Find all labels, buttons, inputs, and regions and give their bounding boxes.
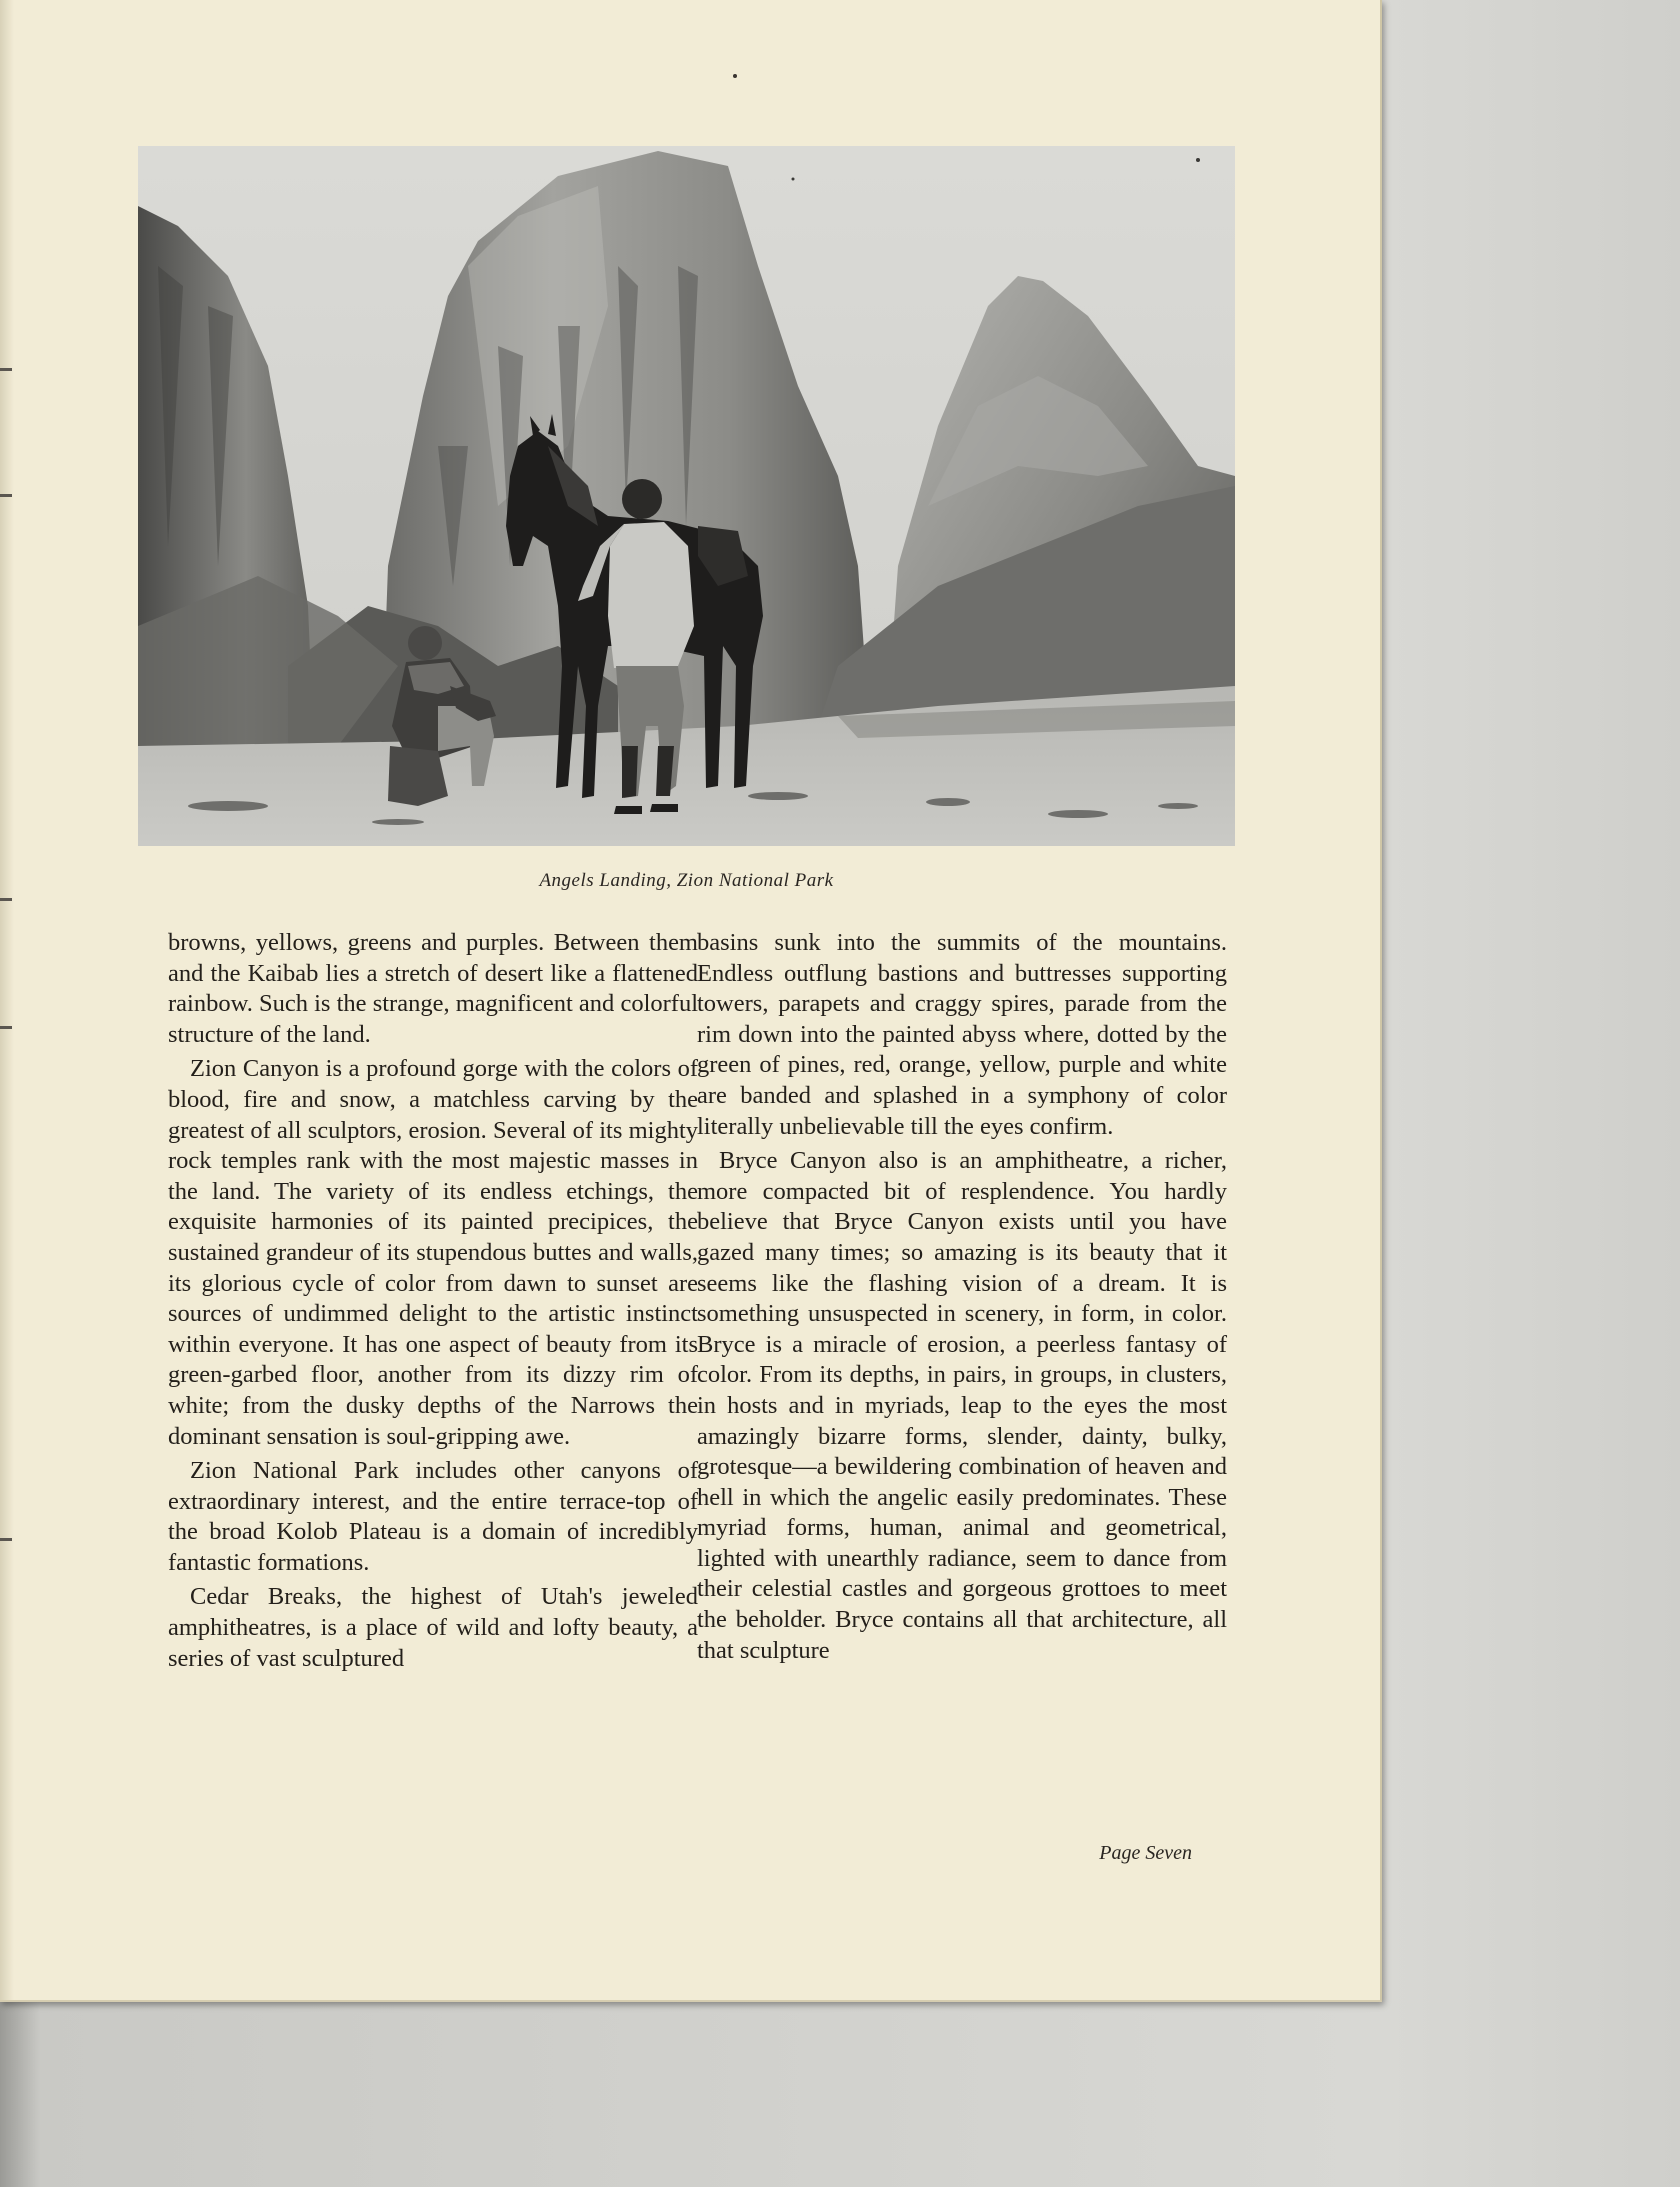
paragraph: basins sunk into the summits of the mountains. Endless outflung bastions and buttresses supporting towers, parapets and craggy spires, parade from the rim down into the painted abyss where, dotted by the green of pines, red, orange, yellow, purple and white are banded and splashed in a symphony of color literally unbelievable till the eyes confirm. xyxy=(697,929,1227,1140)
binding-staple xyxy=(0,368,12,371)
text-column-right xyxy=(697,928,1227,1666)
paragraph: browns, yellows, greens and purples. Between them and the Kaibab lies a stretch of desert like a flattened rainbow. Such is the strange, magnificent and colorful structure of the land. xyxy=(168,929,698,1048)
text-column-left xyxy=(168,928,698,1674)
binding-staple xyxy=(0,494,12,497)
angels-landing-photo xyxy=(138,146,1235,846)
page-number: Page Seven xyxy=(1099,1842,1192,1864)
photo-caption: Angels Landing, Zion National Park xyxy=(539,870,834,891)
photo-illustration xyxy=(138,146,1235,846)
paragraph: Bryce Canyon also is an amphitheatre, a richer, more compacted bit of resplendence. You hardly believe that Bryce Canyon exists until you have gazed many times; so amazing is its beauty that it seems like the flashing vision of a dream. It is something unsuspected in scenery, in form, in color. Bryce is a miracle of erosion, a peerless fantasy of color. From its depths, in pairs, in groups, in clusters, in hosts and in myriads, leap to the eyes the most amazingly bizarre forms, slender, dainty, bulky, grotesque—a bewildering combination of heaven and hell in which the angelic easily predominates. These myriad forms, human, animal and geometrical, lighted with unearthly radiance, seem to dance from their celestial castles and gorgeous grottoes to meet the beholder. Bryce contains all that architecture, all that sculpture xyxy=(697,1147,1227,1664)
paragraph: Zion Canyon is a profound gorge with the colors of blood, fire and snow, a matchless carving by the greatest of all sculptors, erosion. Several of its mighty rock temples rank with the most majestic masses in the land. The variety of its endless etchings, the exquisite harmonies of its painted precipices, the sustained grandeur of its stupendous buttes and walls, its glorious cycle of color from dawn to sunset are sources of undimmed delight to the artistic instinct within everyone. It has one aspect of beauty from its green-garbed floor, another from its dizzy rim of white; from the dusky depths of the Narrows the dominant sensation is soul-gripping awe. xyxy=(168,1055,698,1450)
paragraph: Zion National Park includes other canyons of extraordinary interest, and the entire terrace-top of the broad Kolob Plateau is a domain of incredibly fantastic formations. xyxy=(168,1457,698,1576)
paragraph: Cedar Breaks, the highest of Utah's jeweled amphitheatres, is a place of wild and lofty beauty, a series of vast sculptured xyxy=(168,1583,698,1672)
binding-staple xyxy=(0,898,12,901)
binding-staple xyxy=(0,1026,12,1029)
dust-speck xyxy=(733,74,737,78)
binding-staple xyxy=(0,1538,12,1541)
